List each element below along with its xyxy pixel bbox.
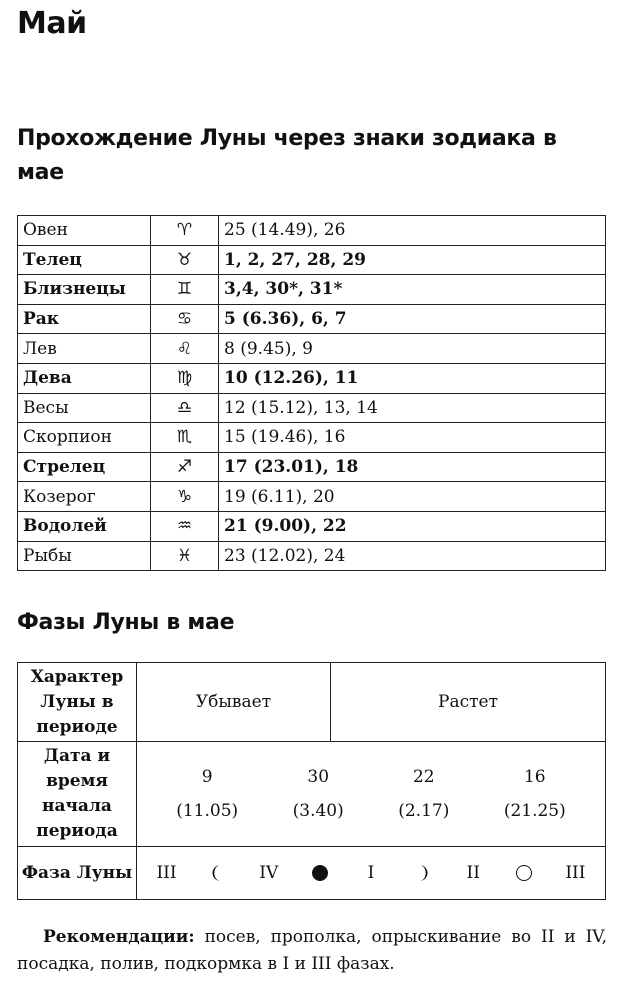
period-time: (11.05) xyxy=(176,801,239,821)
recommendations-label: Рекомендации: xyxy=(43,927,195,947)
zodiac-row xyxy=(18,304,606,334)
zodiac-sign-name: Дева xyxy=(18,363,151,393)
zodiac-symbol-icon: ♉︎ xyxy=(151,245,219,275)
zodiac-sign-name: Козерог xyxy=(18,482,151,512)
recommendations-text: посев, прополка, опрыскивание во II и IV, посадка, полив, подкормка в I и III фазах. xyxy=(17,927,607,974)
full-moon-icon xyxy=(510,865,538,881)
period-day: 16 xyxy=(523,767,546,787)
period-time: (3.40) xyxy=(292,801,344,821)
zodiac-row xyxy=(18,452,606,482)
recommendations-note xyxy=(17,924,607,978)
phase-number: II xyxy=(466,863,480,883)
zodiac-row xyxy=(18,363,606,393)
zodiac-row xyxy=(18,245,606,275)
zodiac-row xyxy=(18,482,606,512)
period-day: 30 xyxy=(307,767,330,787)
moon-days: 19 (6.11), 20 xyxy=(219,482,606,512)
zodiac-sign-name: Весы xyxy=(18,393,151,423)
moon-days: 21 (9.00), 22 xyxy=(219,511,606,541)
new-moon-icon xyxy=(306,865,334,881)
phase-number: IV xyxy=(259,863,279,883)
zodiac-row xyxy=(18,216,606,246)
moon-phases-table xyxy=(17,662,606,900)
zodiac-sign-name: Овен xyxy=(18,216,151,246)
zodiac-symbol-icon: ♎︎ xyxy=(151,393,219,423)
zodiac-symbol-icon: ♐︎ xyxy=(151,452,219,482)
period-day: 22 xyxy=(412,767,435,787)
waxing-cell: Растет xyxy=(331,663,606,742)
moon-phase-row xyxy=(18,847,606,900)
zodiac-symbol-icon: ♒︎ xyxy=(151,511,219,541)
phase-strip-cell xyxy=(137,847,606,900)
zodiac-sign-name: Рак xyxy=(18,304,151,334)
zodiac-row xyxy=(18,541,606,571)
character-row-label: Характер Луны в периоде xyxy=(18,663,137,742)
zodiac-sign-name: Скорпион xyxy=(18,423,151,453)
zodiac-sign-name: Близнецы xyxy=(18,275,151,305)
zodiac-sign-name: Водолей xyxy=(18,511,151,541)
zodiac-row xyxy=(18,423,606,453)
period-dates-cell xyxy=(137,742,606,847)
moon-days: 12 (15.12), 13, 14 xyxy=(219,393,606,423)
last-quarter-moon-icon xyxy=(204,864,232,882)
moon-days: 15 (19.46), 16 xyxy=(219,423,606,453)
zodiac-sign-name: Стрелец xyxy=(18,452,151,482)
zodiac-row xyxy=(18,393,606,423)
moon-days: 17 (23.01), 18 xyxy=(219,452,606,482)
period-date xyxy=(293,760,344,828)
phase-number: I xyxy=(367,863,375,883)
moon-days: 10 (12.26), 11 xyxy=(219,363,606,393)
moon-days: 8 (9.45), 9 xyxy=(219,334,606,364)
period-start-row xyxy=(18,742,606,847)
moon-days: 5 (6.36), 6, 7 xyxy=(219,304,606,334)
period-time: (2.17) xyxy=(398,801,450,821)
phase-number: III xyxy=(156,863,177,883)
period-date xyxy=(398,760,449,828)
month-title: Май xyxy=(17,6,87,41)
phase-strip xyxy=(137,863,605,883)
date-row-label: Дата и время начала периода xyxy=(18,742,137,847)
period-dates xyxy=(137,760,605,828)
period-date xyxy=(504,760,566,828)
period-date xyxy=(176,760,238,828)
moon-days: 3,4, 30*, 31* xyxy=(219,275,606,305)
zodiac-sign-name: Телец xyxy=(18,245,151,275)
zodiac-table xyxy=(17,215,606,571)
waning-cell: Убывает xyxy=(137,663,331,742)
zodiac-symbol-icon: ♈︎ xyxy=(151,216,219,246)
zodiac-row xyxy=(18,511,606,541)
zodiac-sign-name: Рыбы xyxy=(18,541,151,571)
zodiac-symbol-icon: ♓︎ xyxy=(151,541,219,571)
zodiac-row xyxy=(18,275,606,305)
zodiac-symbol-icon: ♍︎ xyxy=(151,363,219,393)
zodiac-symbol-icon: ♋︎ xyxy=(151,304,219,334)
zodiac-section-title: Прохождение Луны через знаки зодиака в мае xyxy=(17,126,557,185)
zodiac-symbol-icon: ♏︎ xyxy=(151,423,219,453)
phase-number: III xyxy=(565,863,586,883)
period-time: (21.25) xyxy=(503,801,566,821)
zodiac-symbol-icon: ♌︎ xyxy=(151,334,219,364)
moon-days: 23 (12.02), 24 xyxy=(219,541,606,571)
moon-days: 1, 2, 27, 28, 29 xyxy=(219,245,606,275)
phase-row-label: Фаза Луны xyxy=(18,847,137,900)
period-day: 9 xyxy=(201,767,213,787)
moon-days: 25 (14.49), 26 xyxy=(219,216,606,246)
zodiac-sign-name: Лев xyxy=(18,334,151,364)
phases-section-title: Фазы Луны в мае xyxy=(17,610,235,635)
zodiac-row xyxy=(18,334,606,364)
first-quarter-moon-icon xyxy=(408,864,436,882)
zodiac-symbol-icon: ♑︎ xyxy=(151,482,219,512)
zodiac-symbol-icon: ♊︎ xyxy=(151,275,219,305)
moon-character-row xyxy=(18,663,606,742)
